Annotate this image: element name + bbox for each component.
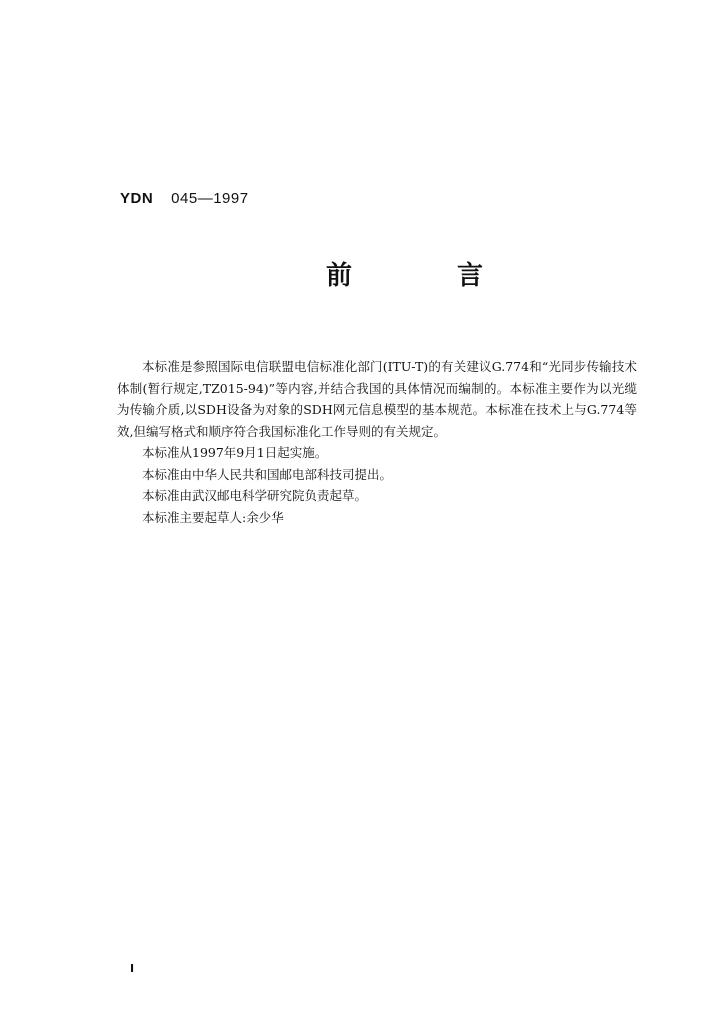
page-title: 前 言 bbox=[326, 261, 532, 291]
foreword-body bbox=[117, 356, 637, 528]
foreword-paragraph-drafting-unit: 本标准由武汉邮电科学研究院负责起草。 bbox=[142, 488, 368, 503]
foreword-paragraph-drafters: 本标准主要起草人:余少华 bbox=[142, 509, 284, 525]
foreword-paragraph-proposer: 本标准由中华人民共和国邮电部科技司提出。 bbox=[142, 466, 393, 482]
foreword-paragraph-effective-date: 本标准从1997年9月1日起实施。 bbox=[142, 445, 328, 460]
foreword-paragraph-main: 本标准是参照国际电信联盟电信标准化部门(ITU-T)的有关建议G.774和“光同步传输技术体制(暂行规定,TZ015-94)”等内容,并结合我国的具体情况而编制的。本标准主要作为以光缆为传输介质,以SDH设备为对象的SDH网元信息模型的基本规范。本标准在技术上与G.774等效,但编写格式和顺序符合我国标准化工作导则的有关规定。 bbox=[117, 359, 637, 439]
standard-code bbox=[120, 190, 249, 207]
standard-number: 045—1997 bbox=[171, 190, 249, 207]
standard-prefix: YDN bbox=[120, 190, 154, 207]
page-number: I bbox=[130, 962, 135, 975]
